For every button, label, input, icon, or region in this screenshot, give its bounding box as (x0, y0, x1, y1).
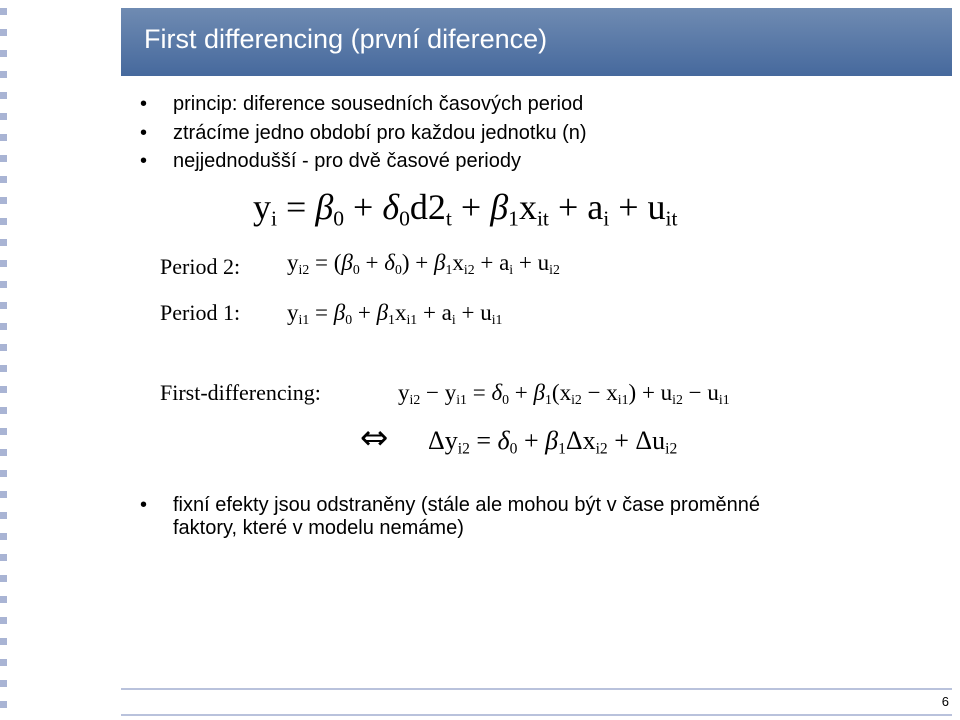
bullet-item: • nejjednodušší - pro dvě časové periody (140, 147, 587, 176)
slide-title: First differencing (první diference) (144, 24, 548, 54)
first-diff-equation: $y_{i2} - y_{i1} = \delta_0 + \beta_1(x_{i2} - x_{i1}) + u_{i2} - u_{i1}$ (398, 380, 730, 408)
period1-label: Period 1: (160, 300, 241, 325)
bullet-line: • fixní efekty jsou odstraněny (stále ale mohou být v čase proměnné (173, 494, 760, 516)
decorative-dot-column (0, 8, 8, 708)
period2-equation: $y_{i2} = (\beta_0 + \delta_0) + \beta_1x_{i2} + a_i + u_{i2}$ (287, 250, 560, 278)
main-equation: $y_i = \beta_0 + \delta_0d2_t + \beta_1x_{it} + a_i + u_{it}$ (253, 187, 678, 231)
delta-equation: $\Delta y_{i2} = \delta_0 + \beta_1\Delta x_{i2} + \Delta u_{i2}$ (428, 426, 678, 458)
period1-equation: $y_{i1} = \beta_0 + \beta_1x_{i1} + a_i + u_{i1}$ (287, 300, 503, 328)
bullet-line: faktory, které v modelu nemáme) (173, 517, 464, 539)
bullet-list (140, 90, 587, 176)
title-bar (121, 8, 952, 76)
page-number: 6 (941, 694, 949, 709)
period2-label: Period 2: (160, 254, 241, 279)
bullet-item: • princip: diference sousedních časových period (140, 90, 587, 119)
first-diff-label: First-differencing: (160, 380, 321, 405)
bottom-bullet-list (140, 494, 760, 540)
bullet-item (140, 494, 760, 540)
footer-bar (121, 688, 952, 716)
bullet-item: • ztrácíme jedno období pro každou jednotku (n) (140, 119, 587, 148)
implies-arrow-icon: ⇔ (360, 418, 389, 458)
